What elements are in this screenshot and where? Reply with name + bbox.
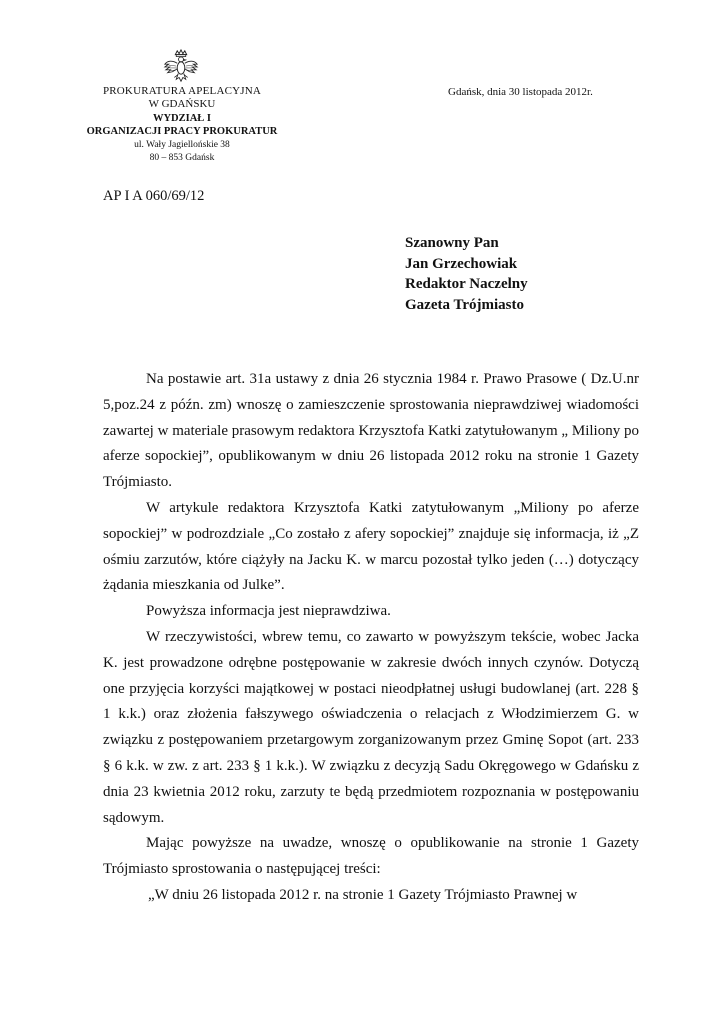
street-address: ul. Wały Jagiellońskie 38 bbox=[134, 139, 230, 150]
addressee-name: Jan Grzechowiak bbox=[405, 255, 518, 272]
paragraph-request: Mając powyższe na uwadze, wnoszę o opublikowanie na stronie 1 Gazety Trójmiasto sprostowania o następującej treści: bbox=[103, 835, 639, 878]
addressee-block bbox=[405, 233, 528, 315]
paragraph-legal-basis: Na postawie art. 31a ustawy z dnia 26 stycznia 1984 r. Prawo Prasowe ( Dz.U.nr 5,poz.24 z późn. zm) wnoszę o zamieszczenie sprostowania nieprawdziwej wiadomości zawartej w materiale prasowym redaktora Krzysztofa Katki zatytułowanym „ Miliony po aferze sopockiej”, opublikowanym w dniu 26 listopada 2012 roku na stronie 1 Gazety Trójmiasto. bbox=[103, 371, 639, 491]
addressee-salutation: Szanowny Pan bbox=[405, 235, 499, 251]
paragraph-correction-text: „W dniu 26 listopada 2012 r. na stronie 1 Gazety Trójmiasto Prawnej w bbox=[148, 886, 578, 903]
paragraph-article-quote: W artykule redaktora Krzysztofa Katki zatytułowanym „Miliony po aferze sopockiej” w podrozdziale „Co zostało z afery sopockiej” znajduje się informacja, iż „Z ośmiu zarzutów, które ciążyły na Jacku K. w marcu pozostał tylko jeden (…) dotyczący żądania mieszkania od Julke”. bbox=[103, 499, 639, 594]
institution-name: PROKURATURA APELACYJNA bbox=[102, 85, 262, 97]
paragraph-statement: Powyższa informacja jest nieprawdziwa. bbox=[146, 603, 391, 620]
department-number: WYDZIAŁ I bbox=[152, 112, 212, 124]
letterhead bbox=[76, 85, 288, 165]
postal-address: 80 – 853 Gdańsk bbox=[149, 153, 215, 164]
paragraph-facts: W rzeczywistości, wbrew temu, co zawarto w powyższym tekście, wobec Jacka K. jest prowadzone odrębne postępowanie w zakresie dwóch innych czynów. Dotyczą one przyjęcia korzyści majątkowej w postaci nieodpłatnej usługi budowlanej (art. 228 § 1 k.k.) oraz złożenia fałszywego oświadczenia o relacjach z Włodzimierzem G. w związku z postępowaniem przetargowym zorganizowanym przez Gminę Sopot (art. 233 § 6 k.k. w zw. z art. 233 § 1 k.k.). W związku z decyzją Sadu Okręgowego w Gdańsku z dnia 23 kwietnia 2012 roku, zarzuty te będą przedmiotem rozpoznania w postępowaniu sądowym. bbox=[103, 628, 639, 826]
case-number: AP I A 060/69/12 bbox=[103, 188, 205, 204]
letter-date: Gdańsk, dnia 30 listopada 2012r. bbox=[448, 86, 593, 98]
letter-body bbox=[103, 367, 639, 909]
addressee-role: Redaktor Naczelny bbox=[405, 276, 528, 292]
addressee-publication: Gazeta Trójmiasto bbox=[405, 296, 524, 313]
polish-eagle-emblem-icon bbox=[162, 48, 200, 86]
department-name: ORGANIZACJI PRACY PROKURATUR bbox=[86, 126, 278, 138]
institution-city: W GDAŃSKU bbox=[148, 98, 216, 111]
